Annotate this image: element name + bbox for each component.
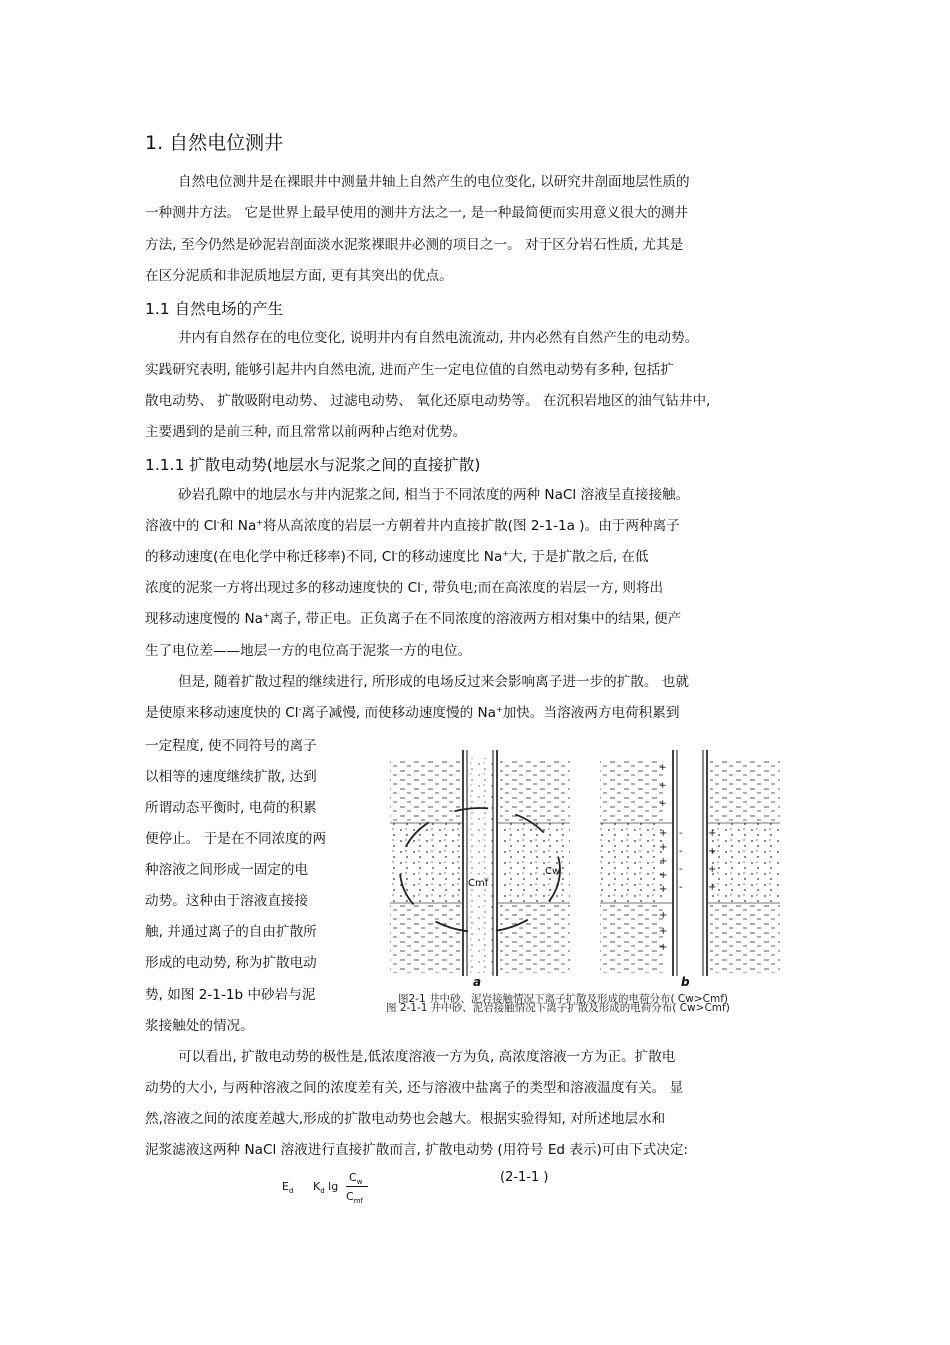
figure-caption: 图 2-1-1 井中砂、泥岩接触情况下离子扩散及形成的电荷分布( Cw>Cmf) [386, 1002, 730, 1014]
wrapped-line: 种溶液之间形成一固定的电 [145, 862, 309, 878]
svg-text:+: + [659, 870, 668, 881]
paragraph-line: 在区分泥质和非泥质地层方面, 更有其突出的优点。 [145, 268, 453, 284]
paragraph-line: 浓度的泥浆一方将出现过多的移动速度快的 Cl-, 带负电;而在高浓度的岩层一方, 则将出 [145, 580, 664, 596]
label-cmf: Cmf [468, 878, 489, 889]
paragraph-line: 砂岩孔隙中的地层水与井内泥浆之间, 相当于不同浓度的两种 NaCl 溶液呈直接接触。 [178, 487, 690, 503]
svg-text:+: + [659, 942, 668, 953]
paragraph-line: 的移动速度(在电化学中称迁移率)不同, Cl-的移动速度比 Na+大, 于是扩散之后, 在低 [145, 549, 649, 565]
panel-b [600, 750, 780, 976]
paragraph-line: 现移动速度慢的 Na+离子, 带正电。正负离子在不同浓度的溶液两方相对集中的结果, 便产 [145, 611, 682, 627]
paragraph-line: 井内有自然存在的电位变化, 说明井内有自然电流流动, 井内必然有自然产生的电动势。 [178, 330, 699, 346]
svg-text:+: + [659, 763, 667, 773]
figure-drawing [385, 750, 795, 990]
svg-text:+: + [659, 781, 667, 791]
paragraph-line: 然,溶液之间的浓度差越大,形成的扩散电动势也会越大。根据实验得知, 对所述地层水和 [145, 1111, 666, 1127]
wrapped-line: 所谓动态平衡时, 电荷的积累 [145, 800, 317, 816]
paragraph-line: 方法, 至今仍然是砂泥岩剖面淡水泥浆裸眼井必测的项目之一。 对于区分岩石性质, 尤其是 [145, 237, 684, 253]
svg-text:-: - [679, 846, 683, 857]
wrapped-line: 浆接触处的情况。 [145, 1018, 254, 1034]
label-a: a [473, 975, 482, 989]
svg-text:+: + [659, 799, 667, 809]
figure-diffusion [385, 750, 795, 1022]
svg-text:+: + [659, 884, 668, 895]
section-title: 1. 自然电位测井 [145, 132, 284, 154]
svg-text:+: + [708, 828, 717, 839]
paragraph-line: 溶液中的 Cl-和 Na+将从高浓度的岩层一方朝着井内直接扩散(图 2-1-1a )。由于两种离子 [145, 518, 680, 534]
paragraph-line: 但是, 随着扩散过程的继续进行, 所形成的电场反过来会影响离子进一步的扩散。 也就 [178, 674, 689, 690]
svg-text:+: + [659, 926, 668, 937]
svg-text:+: + [708, 882, 717, 893]
paragraph-line: 泥浆滤液这两种 NaCl 溶液进行直接扩散而言, 扩散电动势 (用符号 Ed 表示)可由下式决定: [145, 1142, 689, 1158]
paragraph-line: 自然电位测井是在裸眼井中测量井轴上自然产生的电位变化, 以研究井剖面地层性质的 [178, 174, 690, 190]
label-cw: Cw [545, 866, 561, 877]
svg-text:-: - [679, 828, 683, 839]
svg-text:-: - [679, 864, 683, 875]
svg-text:-: - [679, 882, 683, 893]
label-b: b [681, 975, 690, 989]
wrapped-line: 触, 并通过离子的自由扩散所 [145, 924, 317, 940]
subsubsection-title: 1.1.1 扩散电动势(地层水与泥浆之间的直接扩散) [145, 456, 481, 474]
figure-caption-top: 图2-1 井中砂、泥岩接触情况下离子扩散及形成的电荷分布( Cw>Cmf) [398, 993, 728, 1005]
wrapped-line: 形成的电动势, 称为扩散电动 [145, 955, 317, 971]
svg-text:+: + [659, 910, 668, 921]
svg-text:+: + [708, 846, 717, 857]
paragraph-line: 动势的大小, 与两种溶液之间的浓度差有关, 还与溶液中盐离子的类型和溶液温度有关。 显 [145, 1080, 684, 1096]
paragraph-line: 一种测井方法。 它是世界上最早使用的测井方法之一, 是一种最简便而实用意义很大的测井 [145, 205, 689, 221]
paragraph-line: 可以看出, 扩散电动势的极性是,低浓度溶液一方为负, 高浓度溶液一方为正。扩散电 [178, 1049, 676, 1065]
paragraph-line: 是使原来移动速度快的 Cl-离子减慢, 而使移动速度慢的 Na+加快。当溶液两方电荷积累到 [145, 705, 680, 721]
paragraph-line: 实践研究表明, 能够引起井内自然电流, 进而产生一定电位值的自然电动势有多种, 包括扩 [145, 362, 674, 378]
svg-text:+: + [659, 842, 668, 853]
wrapped-line: 便停止。 于是在不同浓度的两 [145, 831, 327, 847]
wrapped-line: 以相等的速度继续扩散, 达到 [145, 769, 317, 785]
wrapped-line: 势, 如图 2-1-1b 中砂岩与泥 [145, 987, 316, 1003]
paragraph-line: 主要遇到的是前三种, 而且常常以前两种占绝对优势。 [145, 424, 467, 440]
svg-text:+: + [708, 864, 717, 875]
paragraph-line: 散电动势、 扩散吸附电动势、 过滤电动势、 氧化还原电动势等。 在沉积岩地区的油气钻井中, [145, 393, 711, 409]
equation-number: (2-1-1 ) [500, 1170, 549, 1185]
paragraph-line: 生了电位差——地层一方的电位高于泥浆一方的电位。 [145, 643, 472, 659]
svg-text:+: + [659, 828, 668, 839]
wrapped-line: 动势。这种由于溶液直接接 [145, 893, 309, 909]
wrapped-line: 一定程度, 使不同符号的离子 [145, 738, 317, 754]
subsection-title: 1.1 自然电场的产生 [145, 300, 284, 318]
panel-a [390, 750, 570, 976]
svg-text:+: + [659, 856, 668, 867]
document-page: 1. 自然电位测井 自然电位测井是在裸眼井中测量井轴上自然产生的电位变化, 以研究井剖面地层性质的 一种测井方法。 它是世界上最早使用的测井方法之一, 是一种最简便而实用意义很大的测井 方法, 至今仍然是砂泥岩剖面淡水泥浆裸眼井必测的项目之一。 对于区分岩石性质, 尤其是 在区分泥质和非泥质地层方面, 更有其突出的优点。 1.1 自然电场的产生 井内有自然存在的电位变化, 说明井内有自然电流流动, 井内必然有自然产生的电动势。 实践研究表明, 能够引起井内自然电流, 进而产生一定电位值的自然电动势有多种, 包括扩 散电动势、 扩散吸附电动势、 过滤电动势、 氧化还原电动势等。 在沉积岩地区的油气钻井中, 主要遇到的是前三种, 而且常常以前两种占绝对优势。 1.1.1 扩散电动势(地层水与泥浆之间的直接扩散) 砂岩孔隙中的地层水与井内泥浆之间, 相当于不同浓度的两种 NaCl 溶液呈直接接触。 溶液中的 Cl-和 Na+将从高浓度的岩层一方朝着井内直接扩散(图 2-1-1a )。由于两种离子 的移动速度(在电化学中称迁移率)不同, Cl-的移动速度比 Na+大, 于是扩散之后, 在低 浓度的泥浆一方将出现过多的移动速度快的 Cl-, 带负电;而在高浓度的岩层一方, 则将出 现移动速度慢的 Na+离子, 带正电。正负离子在不同浓度的溶液两方相对集中的结果, 便产 生了电位差——地层一方的电位高于泥浆一方的电位。 但是, 随着扩散过程的继续进行, 所形成的电场反过来会影响离子进一步的扩散。 也就 是使原来移动速度快的 Cl-离子减慢, 而使移动速度慢的 Na+加快。当溶液两方电荷积累到 一定程度, 使不同符号的离子 以相等的速度继续扩散, 达到 所谓动态平衡时, 电荷的积累 便停止。 于是在不同浓度的两 种溶液之间形成一固定的电 动势。这种由于溶液直接接 触, 并通过离子的自由扩散所 形成的电动势, 称为扩散电动 势, 如图 2-1-1b 中砂岩与泥 浆接触处的情况。 + + + + + + + + + + + - - - - + + + + Cmf Cw a b 图2-1 井中砂、泥岩接触情况下离子扩散及形成的电荷分布( Cw>Cmf) 图 2-1-1 井中砂、泥岩接触情况下离子扩散及形成的电荷分布( Cw>Cmf) 可以看出, 扩散电动势的极性是,低浓度溶液一方为负, 高浓度溶液一方为正。扩散电 动势的大小, 与两种溶液之间的浓度差有关, 还与溶液中盐离子的类型和溶液温度有关。 显 然,溶液之间的浓度差越大,形成的扩散电动势也会越大。根据实验得知, 对所述地层水和 泥浆滤液这两种 NaCl 溶液进行直接扩散而言, 扩散电动势 (用符号 Ed 表示)可由下式决定: $E_d$ $K_d$ lg $C_w$ $C_{mf}$ (2-1-1 ) [0, 0, 950, 1345]
